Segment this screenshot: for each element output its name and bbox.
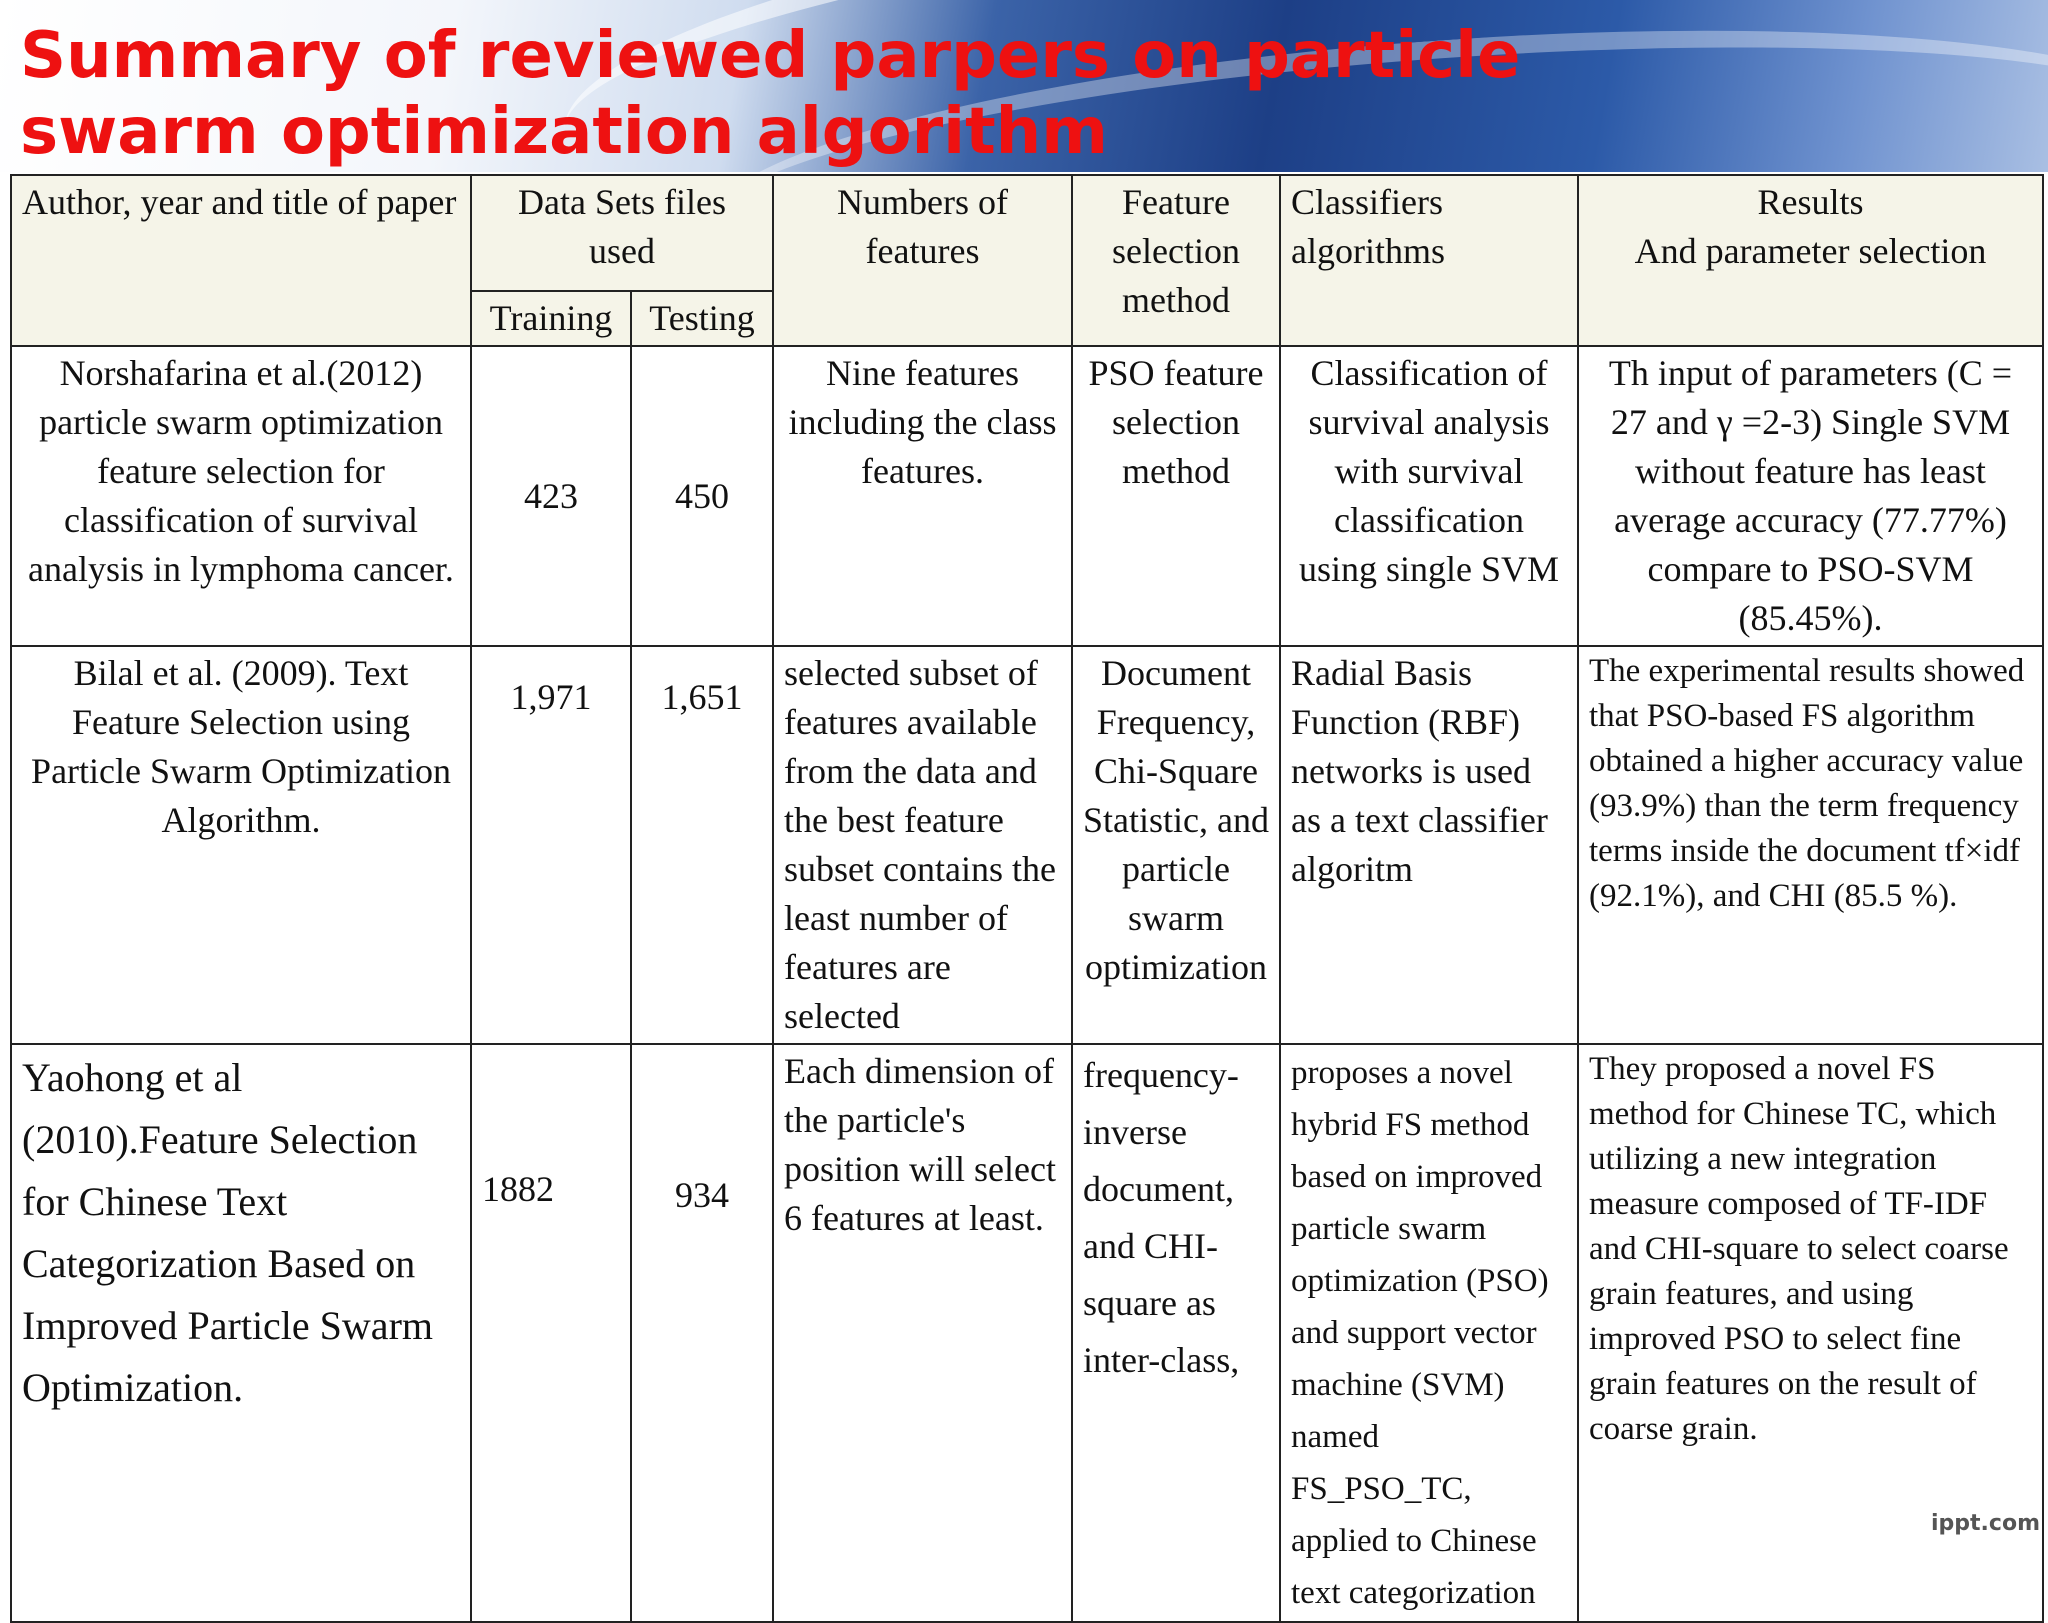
cell-features: selected subset of features available from the data and the best feature subset contains the least number of features are selected (773, 646, 1072, 1044)
cell-classifiers: proposes a novel hybrid FS method based on improved particle swarm optimization (PSO) and support vector machine (SVM) named FS_PSO_TC, applied to Chinese text categorization (1280, 1044, 1578, 1622)
cell-classifiers: Radial Basis Function (RBF) networks is used as a text classifier algoritm (1280, 646, 1578, 1044)
table-row (11, 646, 2043, 1044)
cell-training: 1882 (471, 1044, 631, 1622)
watermark: ippt.com (1931, 1511, 2040, 1536)
table-row (11, 1044, 2043, 1622)
header-row (11, 175, 2043, 291)
cell-results: They proposed a novel FS method for Chinese TC, which utilizing a new integration measure composed of TF-IDF and CHI-square to select coarse grain features, and using improved PSO to select fine grain features on the result of coarse grain. (1578, 1044, 2043, 1622)
cell-classifiers: Classification of survival analysis with survival classification using single SVM (1280, 346, 1578, 646)
summary-table (10, 174, 2044, 1623)
header-author: Author, year and title of paper (11, 175, 471, 346)
cell-testing: 934 (631, 1044, 773, 1622)
cell-selection: PSO feature selection method (1072, 346, 1280, 646)
header-results (1578, 175, 2043, 346)
header-datasets: Data Sets files used (471, 175, 773, 291)
header-results-line2: And parameter selection (1634, 231, 1987, 271)
cell-author: Yaohong et al (2010).Feature Selection for Chinese Text Categorization Based on Improved Particle Swarm Optimization. (11, 1044, 471, 1622)
cell-training: 1,971 (471, 646, 631, 1044)
cell-results: Th input of parameters (C = 27 and γ =2-3) Single SVM without feature has least average accuracy (77.77%) compare to PSO-SVM (85.45%). (1578, 346, 2043, 646)
cell-selection: Document Frequency, Chi-Square Statistic, and particle swarm optimization (1072, 646, 1280, 1044)
slide-title: Summary of reviewed parpers on particle swarm optimization algorithm (20, 19, 1521, 169)
cell-author: Norshafarina et al.(2012) particle swarm optimization feature selection for classification of survival analysis in lymphoma cancer. (11, 346, 471, 646)
header-testing: Testing (631, 291, 773, 346)
header-training: Training (471, 291, 631, 346)
cell-features: Each dimension of the particle's position will select 6 features at least. (773, 1044, 1072, 1622)
cell-testing: 450 (631, 346, 773, 646)
header-classifiers: Classifiers algorithms (1280, 175, 1578, 346)
cell-selection: frequency-inverse document, and CHI-square as inter-class, (1072, 1044, 1280, 1622)
cell-features: Nine features including the class features. (773, 346, 1072, 646)
cell-training: 423 (471, 346, 631, 646)
header-features: Numbers of features (773, 175, 1072, 346)
table-row (11, 346, 2043, 646)
cell-author: Bilal et al. (2009). Text Feature Selection using Particle Swarm Optimization Algorithm. (11, 646, 471, 1044)
header-results-line1: Results (1757, 182, 1864, 222)
header-selection: Feature selection method (1072, 175, 1280, 346)
cell-testing: 1,651 (631, 646, 773, 1044)
cell-results: The experimental results showed that PSO-based FS algorithm obtained a higher accuracy value (93.9%) than the term frequency terms inside the document tf×idf (92.1%), and CHI (85.5 %). (1578, 646, 2043, 1044)
